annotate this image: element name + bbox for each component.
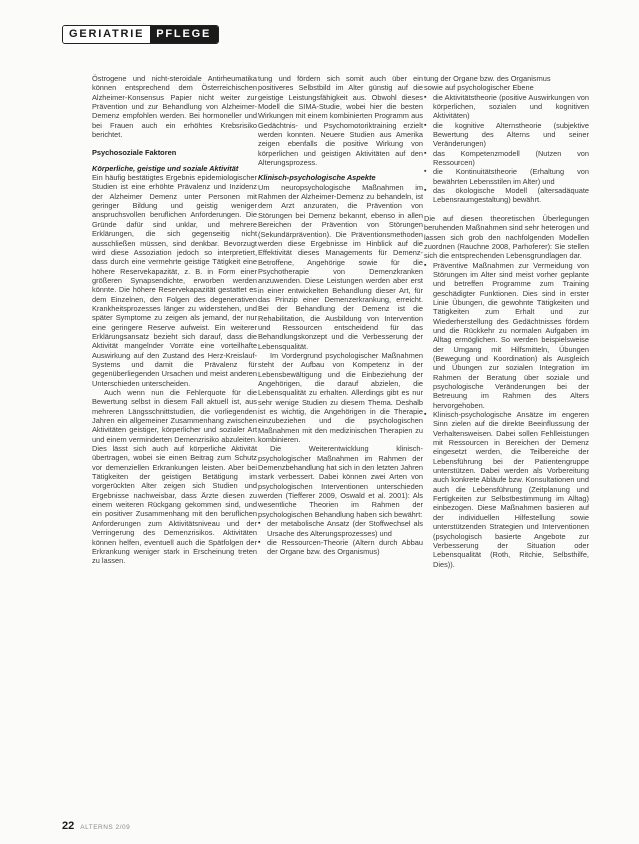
paragraph: tung der Organe bzw. des Organismus [424,74,551,83]
paragraph: sowie auf psychologischer Ebene [424,83,534,93]
page-number: 22 [62,820,75,832]
paragraph: Ein häufig bestätigtes Ergebnis epidemiologischer Studien ist eine erhöhte Prävalenz und Inzidenz der Alzheimer Demenz unter Personen mit geringer Bildung und geistig weniger anspruchsvollen beruflichen Anforderungen. Die Gründe dafür sind unklar, und mehrere Erklärungen, die sich gegenseitig nicht ausschließen müssen, sind denkbar. Bevorzugt wird diese Assoziation jedoch so interpretiert, dass durch eine vermehrte geistige Tätigkeit eine höhere Reservekapazität, z. B. in Form einer größeren Synapsendichte, erworben werden könnte. Die höhere Reservekapazität gestattet es dem Einzelnen, den Folgen des degenerativen Krankheitsprozesses länger zu widerstehen, und später Symptome zu zeigen als jemand, der nur eine geringere Reserve aufweist. Ein weiterer Erklärungsansatz bezieht sich darauf, dass die Aktivität mangelnder Vorräte eine vorteilhafte Auswirkung auf den Zustand des Herz-Kreislauf-Systems und damit die Prävalenz für gegenüberliegenden Ursachen und meist anderen Unterschieden unterscheiden. [92,173,257,388]
paragraph: tung und fördern sich somit auch über ein positiveres Selbstbild im Alter günstig auf die geistige Leistungsfähigkeit aus. Obwohl dieses Modell die SIMA-Studie, wobei hier die besten Wirkungen mit einem kombinierten Programm aus Gedächtnis- und Psychomotoriktraining erzielt werden konnten. Neuere Studien aus Amerika zeigen ebenfalls die positive Wirkung von körperlichen und geistigen Aktivitäten auf den Alterungsprozess. [258,74,423,168]
bullet-item: ▪ die Ressourcen-Theorie (Altern durch Abbau der Organe bzw. des Organismus) [258,538,423,557]
bullet-item: ▪ die Kontinuitätstheorie (Erhaltung von bewährten Lebensstilen im Alter) und [424,167,589,186]
bullet-item: ▪ Präventive Maßnahmen zur Vermeidung von Störungen im Alter sind meist vorher geplante und betreffen Programme zum Training geschädigter Funktionen. Dies sind in erster Linie Übungen, die gewohnte Tätigkeiten und Tätigkeiten zum Erhalt und zur Wiederherstellung des Gedächtnisses fördern und die Rückkehr zu normalen Aufgaben im Alltag ermöglichen. So werden beispielsweise der Umgang mit Hilfsmitteln, Übungen (Bewegung und Koordination) als Ausgleich und Übungen zur sozialen Integration im Rahmen der Beratung über soziale und psychologische Veränderungen bei der Betreuung im Rahmen des Alters hervorgehoben. [424,261,589,411]
text-column-right [424,74,589,814]
bullet-item: ▪ das ökologische Modell (altersadäquate Lebensraumgestaltung) bewährt. [424,186,589,205]
spacer [424,205,589,214]
subsection-heading: Körperliche, geistige und soziale Aktivität [92,163,239,173]
header-label-pflege: PFLEGE [150,26,218,43]
paragraph: Die Weiterentwicklung klinisch-psychologischer Maßnahmen im Rahmen der Demenzbehandlung hat sich in den letzten Jahren stark verbessert. Dabei können zwei Arten von psychologischen Interventionen unterschieden werden (Tiefferer 2009, Oswald et al. 2001): Als wesentliche Theorien im Rahmen der psychologischen Behandlung haben sich bewährt: [258,444,423,519]
text-column-left [92,74,257,814]
text-column-middle [258,74,423,814]
bullet-list [424,93,589,205]
paragraph: Östrogene und nicht-steroidale Antirheumatika können entsprechend dem Österreichischen Alzheimer-Konsensus Papier nicht weiter zur Prävention und zur Behandlung von Alzheimer-Demenz empfohlen werden. Bei hormoneller und bei Frauen auch ein erhöhtes Krebsrisiko berichtet. [92,74,257,140]
header-label-geriatrie: GERIATRIE [63,26,150,43]
bullet-item: ▪ das Kompetenzmodell (Nutzen von Ressourcen) [424,149,589,168]
paragraph: Auch wenn nun die Fehlerquote für die Bewertung selbst in diesem Fall aktuell ist, aus mehreren Längsschnittstudien, die vorliegenden Jahren ein allgemeiner Zusammenhang zwischen Aktivitäten geistiger, körperlicher und sozialer Art und einem verminderten Demenzrisiko abzuleiten. Dies lässt sich auch auf körperliche Aktivität übertragen, wobei sie einen Beitrag zum Schutz vor demenziellen Erkrankungen leisten. Aber bei Tätigkeiten der geistigen Betätigung im vorgerückten Alter zeigen sich Studien und Ergebnisse nachweisbar, dass Ärzte diesen zu einem weiteren Rückgang gekommen sind, und ein positiver Zusammenhang mit den beruflichen Anforderungen zum Aktivitätsniveau und der Verringerung des Demenzrisikos. Aktivitäten können helfen, eventuell auch die Spätfolgen der Erkrankung weniger stark in Erscheinung treten zu lassen. [92,388,257,566]
section-header [62,25,219,44]
paragraph: Um neuropsychologische Maßnahmen im Rahmen der Alzheimer-Demenz zu behandeln, ist dem Arzt anzuraten, die Prävention von Störungen bei Demenz bekannt, ebenso in allen Bereichen der Prävention von Störungen (Sekundärprävention). Die Präventionsmethoden werden diese Ergebnisse im Hinblick auf die Effektivität dieses Managements für Demenz-Betroffene, Angehörige sowie für die Psychotherapie von Demenzkranken anzuwenden. Diese Leistungen werden aber erst in einer entwickelten Behandlung dieser Art, für das Prinzip einer Demenzerkrankung, erreicht. Bei der Behandlung der Demenz ist die Rehabilitation, die Ausbildung von Intervention und Ressourcen entscheidend für das Behandlungskonzept und die Verbesserung der Lebensqualität. [258,182,423,351]
bullet-list [424,261,589,569]
bullet-item: ▪ der metabolische Ansatz (der Stoffwechsel als Ursache des Alterungsprozesses) und [258,519,423,538]
issue-label: ALTERNS 2/09 [80,824,131,831]
paragraph: Im Vordergrund psychologischer Maßnahmen steht der Aufbau von Kompetenz in der Lebensbewältigung und die Einbeziehung der Angehörigen, die darauf abzielen, die Lebensqualität zu erhalten. Allerdings gibt es nur sehr wenige Studien zu diesem Thema. Deshalb ist es wichtig, die Angehörigen in die Therapie einzubeziehen und die psychologischen Maßnahmen mit den medizinischen Therapien zu kombinieren. [258,350,423,445]
page-footer [62,820,130,832]
bullet-item: ▪ Klinisch-psychologische Ansätze im engeren Sinn zielen auf die direkte Beeinflussung der Verhaltensweisen. Dabei sollen Fehlleistungen mit Ressourcen in Bereichen der Demenz eingesetzt werden, die Teilbereiche der Lebensführung bei der Patientengruppe unterstützen. Dabei werden als Vorbereitung auch konkrete Abläufe bzw. Konsultationen und auch die Lebensführung (Zeitplanung und Fertigkeiten zur Selbstbestimmung im Alltag) einbezogen. Diese Maßnahmen basieren auf der individuellen Hilfestellung sowie unterstützenden Strategien und Interventionen (psychologisch basierte Angebote zur Verbesserung der Situation oder Lebensqualität (Roth, Ritchie, Selbsthilfe, Dies)). [424,410,589,569]
bullet-item: ▪ die kognitive Alternstheorie (subjektive Bewertung des Alterns und seiner Veränderungen) [424,121,589,149]
paragraph: Die auf diesen theoretischen Überlegungen beruhenden Maßnahmen sind sehr heterogen und lassen sich grob den nachfolgenden Modellen zuordnen (Rauchne 2008, Parhoferer): Sie stellen sich die entsprechenden Lebensgrundlagen dar. [424,213,589,261]
bullet-item: ▪ die Aktivitätstheorie (positive Auswirkungen von körperlichen, sozialen und kognitiven Aktivitäten) [424,93,589,121]
bullet-list [258,519,423,556]
section-heading: Psychosoziale Faktoren [92,148,177,158]
subsection-heading: Klinisch-psychologische Aspekte [258,173,376,183]
